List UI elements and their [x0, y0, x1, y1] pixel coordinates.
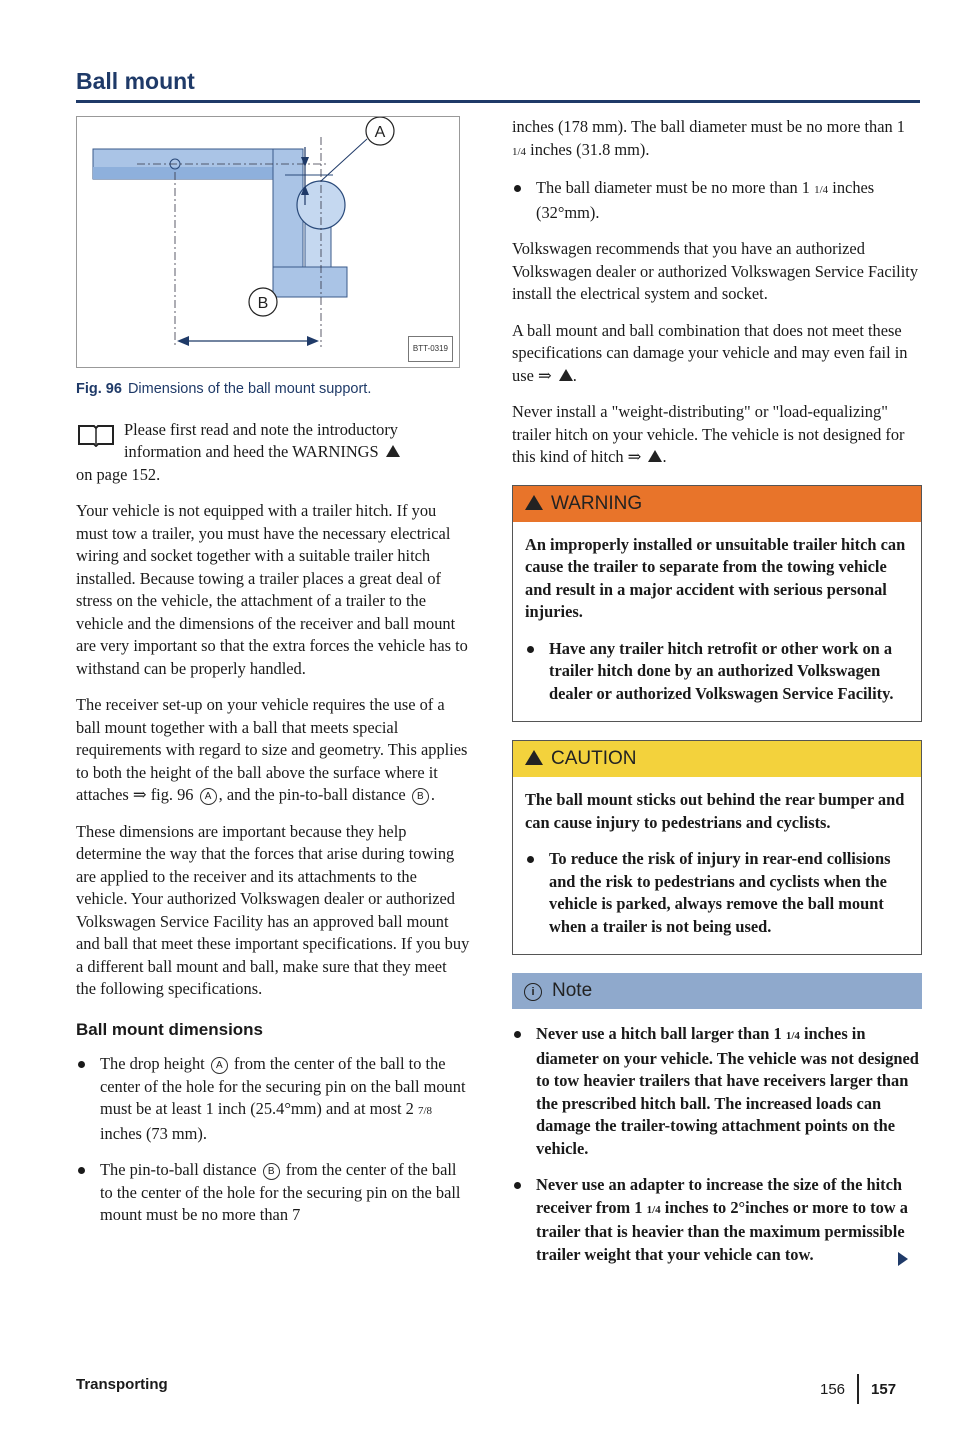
text: inches to 2°inches or more to tow a trailer that is heavier than the maximum permissible trailer weight that your vehicle can tow.	[536, 1197, 908, 1264]
text: Never use an adapter to increase the size of the hitch receiver from 1	[536, 1175, 903, 1217]
note-bullet-2	[512, 1174, 922, 1266]
paragraph-recommend: Volkswagen recommends that you have an authorized Volkswagen dealer or authorized Volkswagen Service Facility install the electrical system and socket.	[512, 239, 919, 303]
label-b: B	[257, 295, 269, 312]
intro-note	[76, 419, 470, 487]
text: Never use a hitch ball larger than 1	[536, 1024, 782, 1043]
paragraph-2: The receiver set-up on your vehicle requires the use of a ball mount together with a ball that meets special requirements with regard to size and geometry. This applies to both the height of the ball above the surface where it attaches ⇒ fig. 96 A , and the pin-to-ball distance B .	[76, 695, 468, 804]
fraction: 7/8	[417, 1105, 432, 1117]
intro-page-ref[interactable]: on page 152.	[76, 464, 161, 484]
warning-text: An improperly installed or unsuitable trailer hitch can cause the trailer to separate from the towing vehicle and result in a major accident with serious personal injuries.	[525, 534, 906, 621]
fraction: 1/4	[646, 1203, 661, 1216]
label-a-inline: A	[211, 1057, 228, 1074]
header-rule	[76, 100, 920, 103]
info-icon: i	[524, 983, 542, 1001]
label-a-inline: A	[200, 788, 217, 805]
caution-text: The ball mount sticks out behind the rear bumper and can cause injury to pedestrians and cyclists.	[525, 790, 905, 832]
note-box	[512, 973, 922, 1266]
page-left: 156	[820, 1381, 846, 1398]
figure-code: BTT-0319	[408, 336, 453, 363]
caption-text: Dimensions of the ball mount support.	[127, 381, 372, 397]
paragraph-2b: , and the pin-to-ball distance	[218, 785, 406, 804]
ball-mount-diagram	[77, 117, 459, 367]
bullet-text: The pin-to-ball distance	[100, 1160, 257, 1179]
text: inches (178 mm). The ball diameter must be no more than 1	[512, 117, 905, 136]
page-title: Ball mount	[76, 68, 195, 94]
note-header	[512, 973, 922, 1009]
note-body	[512, 1009, 922, 1266]
paragraph-3: These dimensions are important because they help determine the way that the forces that arise during towing are applied to the receiver and its attachments to the vehicle. Your authorized Volkswagen dealer or authorized Volkswagen Service Facility has an approved ball mount and ball that meet these important specifications. If you buy a different ball mount and ball, make sure that they meet the following specifications.	[76, 821, 470, 998]
fraction: 1/4	[814, 184, 829, 196]
caution-header	[513, 741, 921, 777]
caution-icon	[525, 750, 543, 765]
dimensions-subhead: Ball mount dimensions	[76, 1019, 264, 1039]
warning-icon	[648, 450, 662, 462]
continued-paragraph	[512, 116, 922, 163]
warning-title: WARNING	[551, 492, 643, 514]
figure-caption	[76, 378, 470, 401]
fraction: 1/4	[512, 145, 527, 158]
fraction: 1/4	[785, 1030, 800, 1042]
warning-icon	[386, 445, 400, 457]
page-separator	[857, 1374, 859, 1404]
continue-arrow-icon	[898, 1252, 908, 1266]
bullet-pin-to-ball	[76, 1159, 470, 1227]
label-b-inline: B	[263, 1163, 280, 1180]
text: inches (31.8 mm).	[530, 139, 650, 159]
paragraph-2a: The receiver set-up on your vehicle requires the use of a ball mount together with a ball that meets special requirements with regard to size and geometry. This applies to both the height of the ball above the surface where it attaches ⇒ fig. 96	[76, 695, 468, 804]
caution-body	[513, 777, 921, 954]
page-numbers	[820, 1374, 896, 1404]
warning-icon	[525, 495, 543, 510]
warning-header	[513, 486, 921, 522]
caption-number: Fig. 96	[76, 381, 122, 397]
bullet-text: inches (73 mm).	[100, 1123, 207, 1143]
intro-text: Please first read and note the introductory information and heed the WARNINGS	[124, 419, 398, 461]
warning-box	[512, 485, 922, 723]
warning-icon	[559, 369, 573, 381]
figure-96	[76, 116, 460, 368]
book-icon	[76, 423, 116, 447]
text: inches (32°mm).	[536, 178, 875, 222]
bullet-text: from the center of the ball to the center of the hole for the securing pin on the ball mount must be no more than 7	[100, 1160, 461, 1224]
left-column	[76, 116, 470, 1241]
note-bullet-1	[512, 1023, 922, 1160]
text: A ball mount and ball combination that does not meet these specifications can damage your vehicle and may even fail in use ⇒	[512, 320, 908, 385]
warning-bullet: Have any trailer hitch retrofit or other work on a trailer hitch done by an authorized Volkswagen dealer or authorized Volkswagen Service Facility.	[525, 638, 909, 706]
note-title: Note	[552, 980, 593, 1001]
bullet-text: from the center of the ball to the center of the hole for the securing pin on the ball mount must be at least 1 inch (25.4°mm) and at most 2	[100, 1054, 466, 1118]
paragraph-weight-distributing: Never install a "weight-distributing" or "load-equalizing" trailer hitch on your vehicle. The vehicle is not designed for this kind of hitch ⇒ .	[512, 402, 905, 466]
paragraph-1: Your vehicle is not equipped with a trailer hitch. If you must tow a trailer, you must have the necessary electrical wiring and socket together with a suitable trailer hitch installed. Because towing a trailer places a great deal of stress on the vehicle, the attachment of a trailer to the vehicle and the dimensions of the receiver and ball mount are very important so that the extra forces the vehicle has to withstand can be properly handled.	[76, 501, 468, 678]
warning-body	[513, 522, 921, 722]
paragraph-damage: A ball mount and ball combination that does not meet these specifications can damage your vehicle and may even fail in use ⇒ .	[512, 320, 908, 385]
text: inches in diameter on your vehicle. The vehicle was not designed to tow heavier trailers that have receivers larger than the prescribed hitch ball. The increased loads can damage the trailer-towing attachment points on the vehicle.	[536, 1024, 919, 1158]
caution-title: CAUTION	[551, 748, 637, 769]
bullet-drop-height	[76, 1053, 470, 1145]
page-right: 157	[871, 1381, 897, 1398]
label-b-inline: B	[412, 788, 429, 805]
right-column	[512, 116, 922, 1284]
bullet-text: The drop height	[100, 1054, 205, 1073]
text: Never install a "weight-distributing" or "load-equalizing" trailer hitch on your vehicle. The vehicle is not designed for this kind of hitch ⇒	[512, 402, 905, 466]
text: The ball diameter must be no more than 1	[536, 178, 811, 197]
label-a: A	[374, 124, 386, 141]
caution-bullet: To reduce the risk of injury in rear-end collisions and the risk to pedestrians and cyclists when the vehicle is parked, always remove the ball mount when a trailer is not being used.	[525, 848, 909, 938]
footer-section: Transporting	[76, 1376, 168, 1393]
caution-box	[512, 740, 922, 955]
bullet-ball-diameter	[512, 177, 922, 224]
